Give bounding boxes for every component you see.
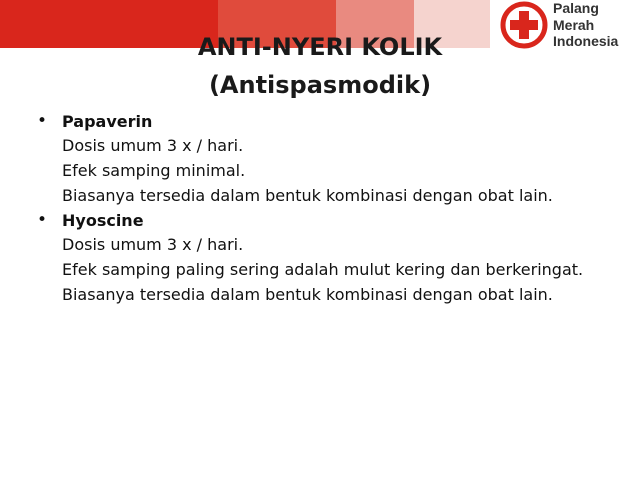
paragraph: Efek samping paling sering adalah mulut kering dan berkeringat.	[62, 260, 584, 279]
paragraph: Biasanya tersedia dalam bentuk kombinasi dengan obat lain.	[62, 186, 553, 205]
slide-title	[150, 28, 490, 104]
slide-content	[38, 112, 600, 310]
bullet-heading: Papaverin	[62, 112, 153, 131]
bullet-item-hyoscine	[38, 211, 600, 230]
paragraph: Dosis umum 3 x / hari.	[62, 136, 244, 155]
paragraph: Efek samping minimal.	[62, 161, 246, 180]
red-cross-emblem-icon	[498, 0, 550, 50]
logo-text	[553, 0, 638, 50]
logo-line-1: Palang	[553, 0, 599, 16]
logo-line-2: Merah	[553, 16, 595, 33]
paragraph: Dosis umum 3 x / hari.	[62, 235, 244, 254]
bullet-item-papaverin	[38, 112, 600, 131]
logo-line-3: Indonesia	[553, 33, 619, 49]
pmi-logo	[498, 0, 638, 50]
title-line-2: (Antispasmodik)	[208, 71, 432, 99]
bullet-heading: Hyoscine	[62, 211, 144, 230]
paragraph: Biasanya tersedia dalam bentuk kombinasi dengan obat lain.	[62, 285, 553, 304]
bullet-dot: •	[37, 210, 48, 230]
title-line-1: ANTI-NYERI KOLIK	[197, 33, 443, 61]
bullet-dot: •	[37, 111, 48, 131]
